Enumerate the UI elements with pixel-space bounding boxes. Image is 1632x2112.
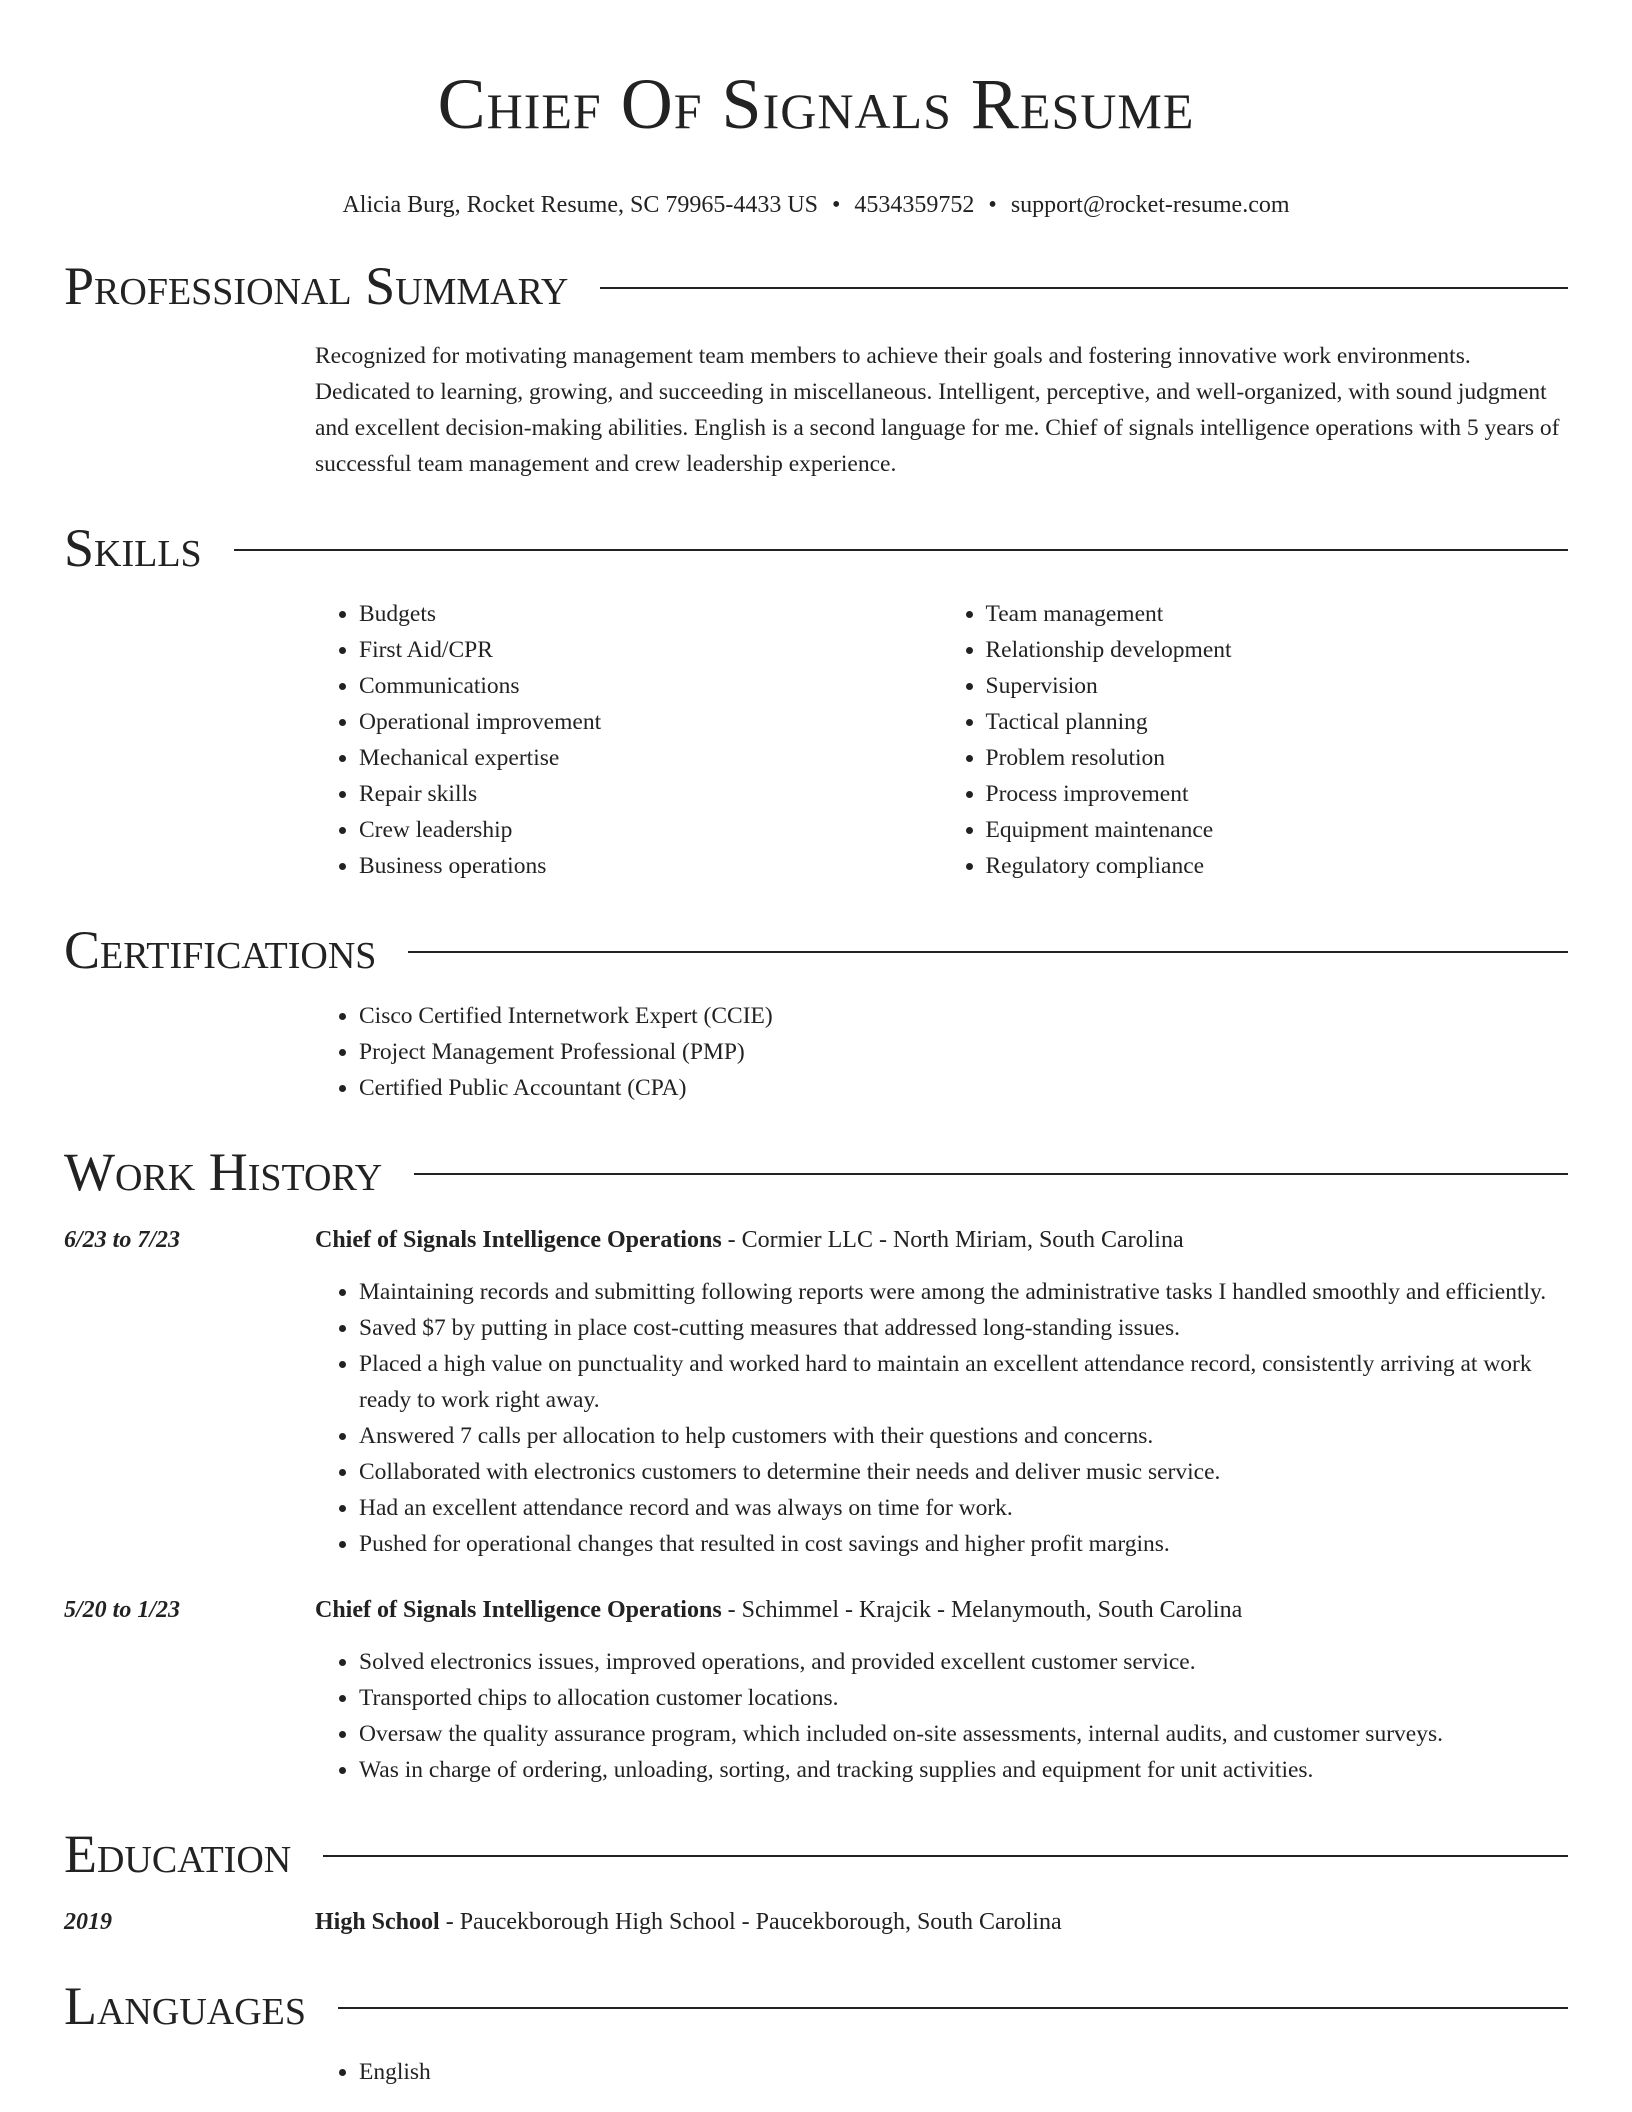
certification-item: • Cisco Certified Internetwork Expert (CCIE) [359,998,1568,1034]
education-heading: Education [64,1824,292,1884]
job-bullet: • Solved electronics issues, improved operations, and provided excellent customer service. [359,1644,1568,1680]
section-divider [408,951,1568,953]
section-divider [323,1855,1568,1857]
job-dates: 5/20 to 1/23 [64,1597,181,1623]
skill-item: • Budgets [359,596,942,632]
job-dates: 6/23 to 7/23 [64,1227,181,1253]
skill-item: • Mechanical expertise [359,740,942,776]
skill-item: • Communications [359,668,942,704]
job-bullet: • Transported chips to allocation customer locations. [359,1680,1568,1716]
work-history-heading: Work History [64,1142,383,1202]
job-bullet: • Was in charge of ordering, unloading, sorting, and tracking supplies and equipment for unit activities. [359,1752,1568,1788]
job-entry [64,1222,1568,1562]
skill-item: • Operational improvement [359,704,942,740]
languages-items [315,2054,1568,2090]
languages-section-header [64,1974,1568,2038]
job-title: Chief of Signals Intelligence Operations [315,1597,722,1623]
language-item: • English [359,2054,1568,2090]
job-bullet: • Pushed for operational changes that resulted in cost savings and higher profit margins. [359,1526,1568,1562]
skills-heading: Skills [64,518,202,578]
skills-column-left [315,596,942,884]
education-entry [64,1904,1568,1940]
job-employer: - Cormier LLC - North Miriam, South Carolina [721,1227,1184,1253]
skill-item: • Problem resolution [986,740,1569,776]
job-bullet: • Collaborated with electronics customers to determine their needs and deliver music service. [359,1454,1568,1490]
job-entry [64,1592,1568,1788]
education-school: - Paucekborough High School - Paucekborough, South Carolina [439,1909,1062,1935]
section-divider [600,287,1568,289]
job-bullets [315,1274,1568,1562]
contact-separator: • [988,192,997,218]
resume-title: Chief Of Signals Resume [437,64,1195,144]
certifications-items [315,998,1568,1106]
job-bullet: • Answered 7 calls per allocation to help customers with their questions and concerns. [359,1418,1568,1454]
contact-separator: • [832,192,841,218]
summary-heading: Professional Summary [64,256,569,316]
skill-item: • Regulatory compliance [986,848,1569,884]
skill-item: • Repair skills [359,776,942,812]
job-employer: - Schimmel - Krajcik - Melanymouth, South Carolina [721,1597,1243,1623]
job-content [315,1592,1568,1788]
contact-email: support@rocket-resume.com [1010,192,1290,218]
skill-item: • Crew leadership [359,812,942,848]
job-content [315,1222,1568,1562]
job-headline [315,1222,1568,1258]
certifications-list [315,998,1568,1106]
skills-section-header [64,516,1568,580]
skill-item: • Business operations [359,848,942,884]
contact-line [64,190,1568,220]
job-headline [315,1592,1568,1628]
skill-item: • Supervision [986,668,1569,704]
section-divider [234,549,1568,551]
skills-column-right [942,596,1569,884]
section-divider [338,2007,1568,2009]
education-year: 2019 [64,1909,112,1935]
education-headline [315,1904,1568,1940]
job-bullet: • Placed a high value on punctuality and worked hard to maintain an excellent attendance record, consistently arriving at work ready to work right away. [359,1346,1568,1418]
skill-item: • Relationship development [986,632,1569,668]
job-bullet: • Had an excellent attendance record and was always on time for work. [359,1490,1568,1526]
summary-section-header [64,254,1568,318]
job-bullet: • Saved $7 by putting in place cost-cutting measures that addressed long-standing issues. [359,1310,1568,1346]
education-section-header [64,1822,1568,1886]
job-bullets [315,1644,1568,1788]
certification-item: • Certified Public Accountant (CPA) [359,1070,1568,1106]
certification-item: • Project Management Professional (PMP) [359,1034,1568,1070]
work-history-section-header [64,1140,1568,1204]
certifications-section-header [64,918,1568,982]
section-divider [414,1173,1568,1175]
contact-phone: 4534359752 [854,192,975,218]
education-content [315,1904,1568,1940]
languages-list [315,2054,1568,2090]
languages-heading: Languages [64,1976,306,2036]
skill-item: • Equipment maintenance [986,812,1569,848]
education-degree: High School [315,1909,440,1935]
skill-item: • First Aid/CPR [359,632,942,668]
skills-list [315,596,1568,884]
job-bullet: • Oversaw the quality assurance program, which included on-site assessments, internal audits, and customer surveys. [359,1716,1568,1752]
skill-item: • Tactical planning [986,704,1569,740]
job-bullet: • Maintaining records and submitting following reports were among the administrative tasks I handled smoothly and efficiently. [359,1274,1568,1310]
certifications-heading: Certifications [64,920,377,980]
contact-address: Alicia Burg, Rocket Resume, SC 79965-4433 US [342,192,819,218]
summary-text: Recognized for motivating management team members to achieve their goals and fostering innovative work environments. Dedicated to learning, growing, and succeeding in miscellaneous. Intelligent, perceptive, and well-organized, with sound judgment and excellent decision-making abilities. English is a second language for me. Chief of signals intelligence operations with 5 years of successful team management and crew leadership experience. [315,343,1560,477]
job-title: Chief of Signals Intelligence Operations [315,1227,722,1253]
skill-item: • Team management [986,596,1569,632]
skill-item: • Process improvement [986,776,1569,812]
